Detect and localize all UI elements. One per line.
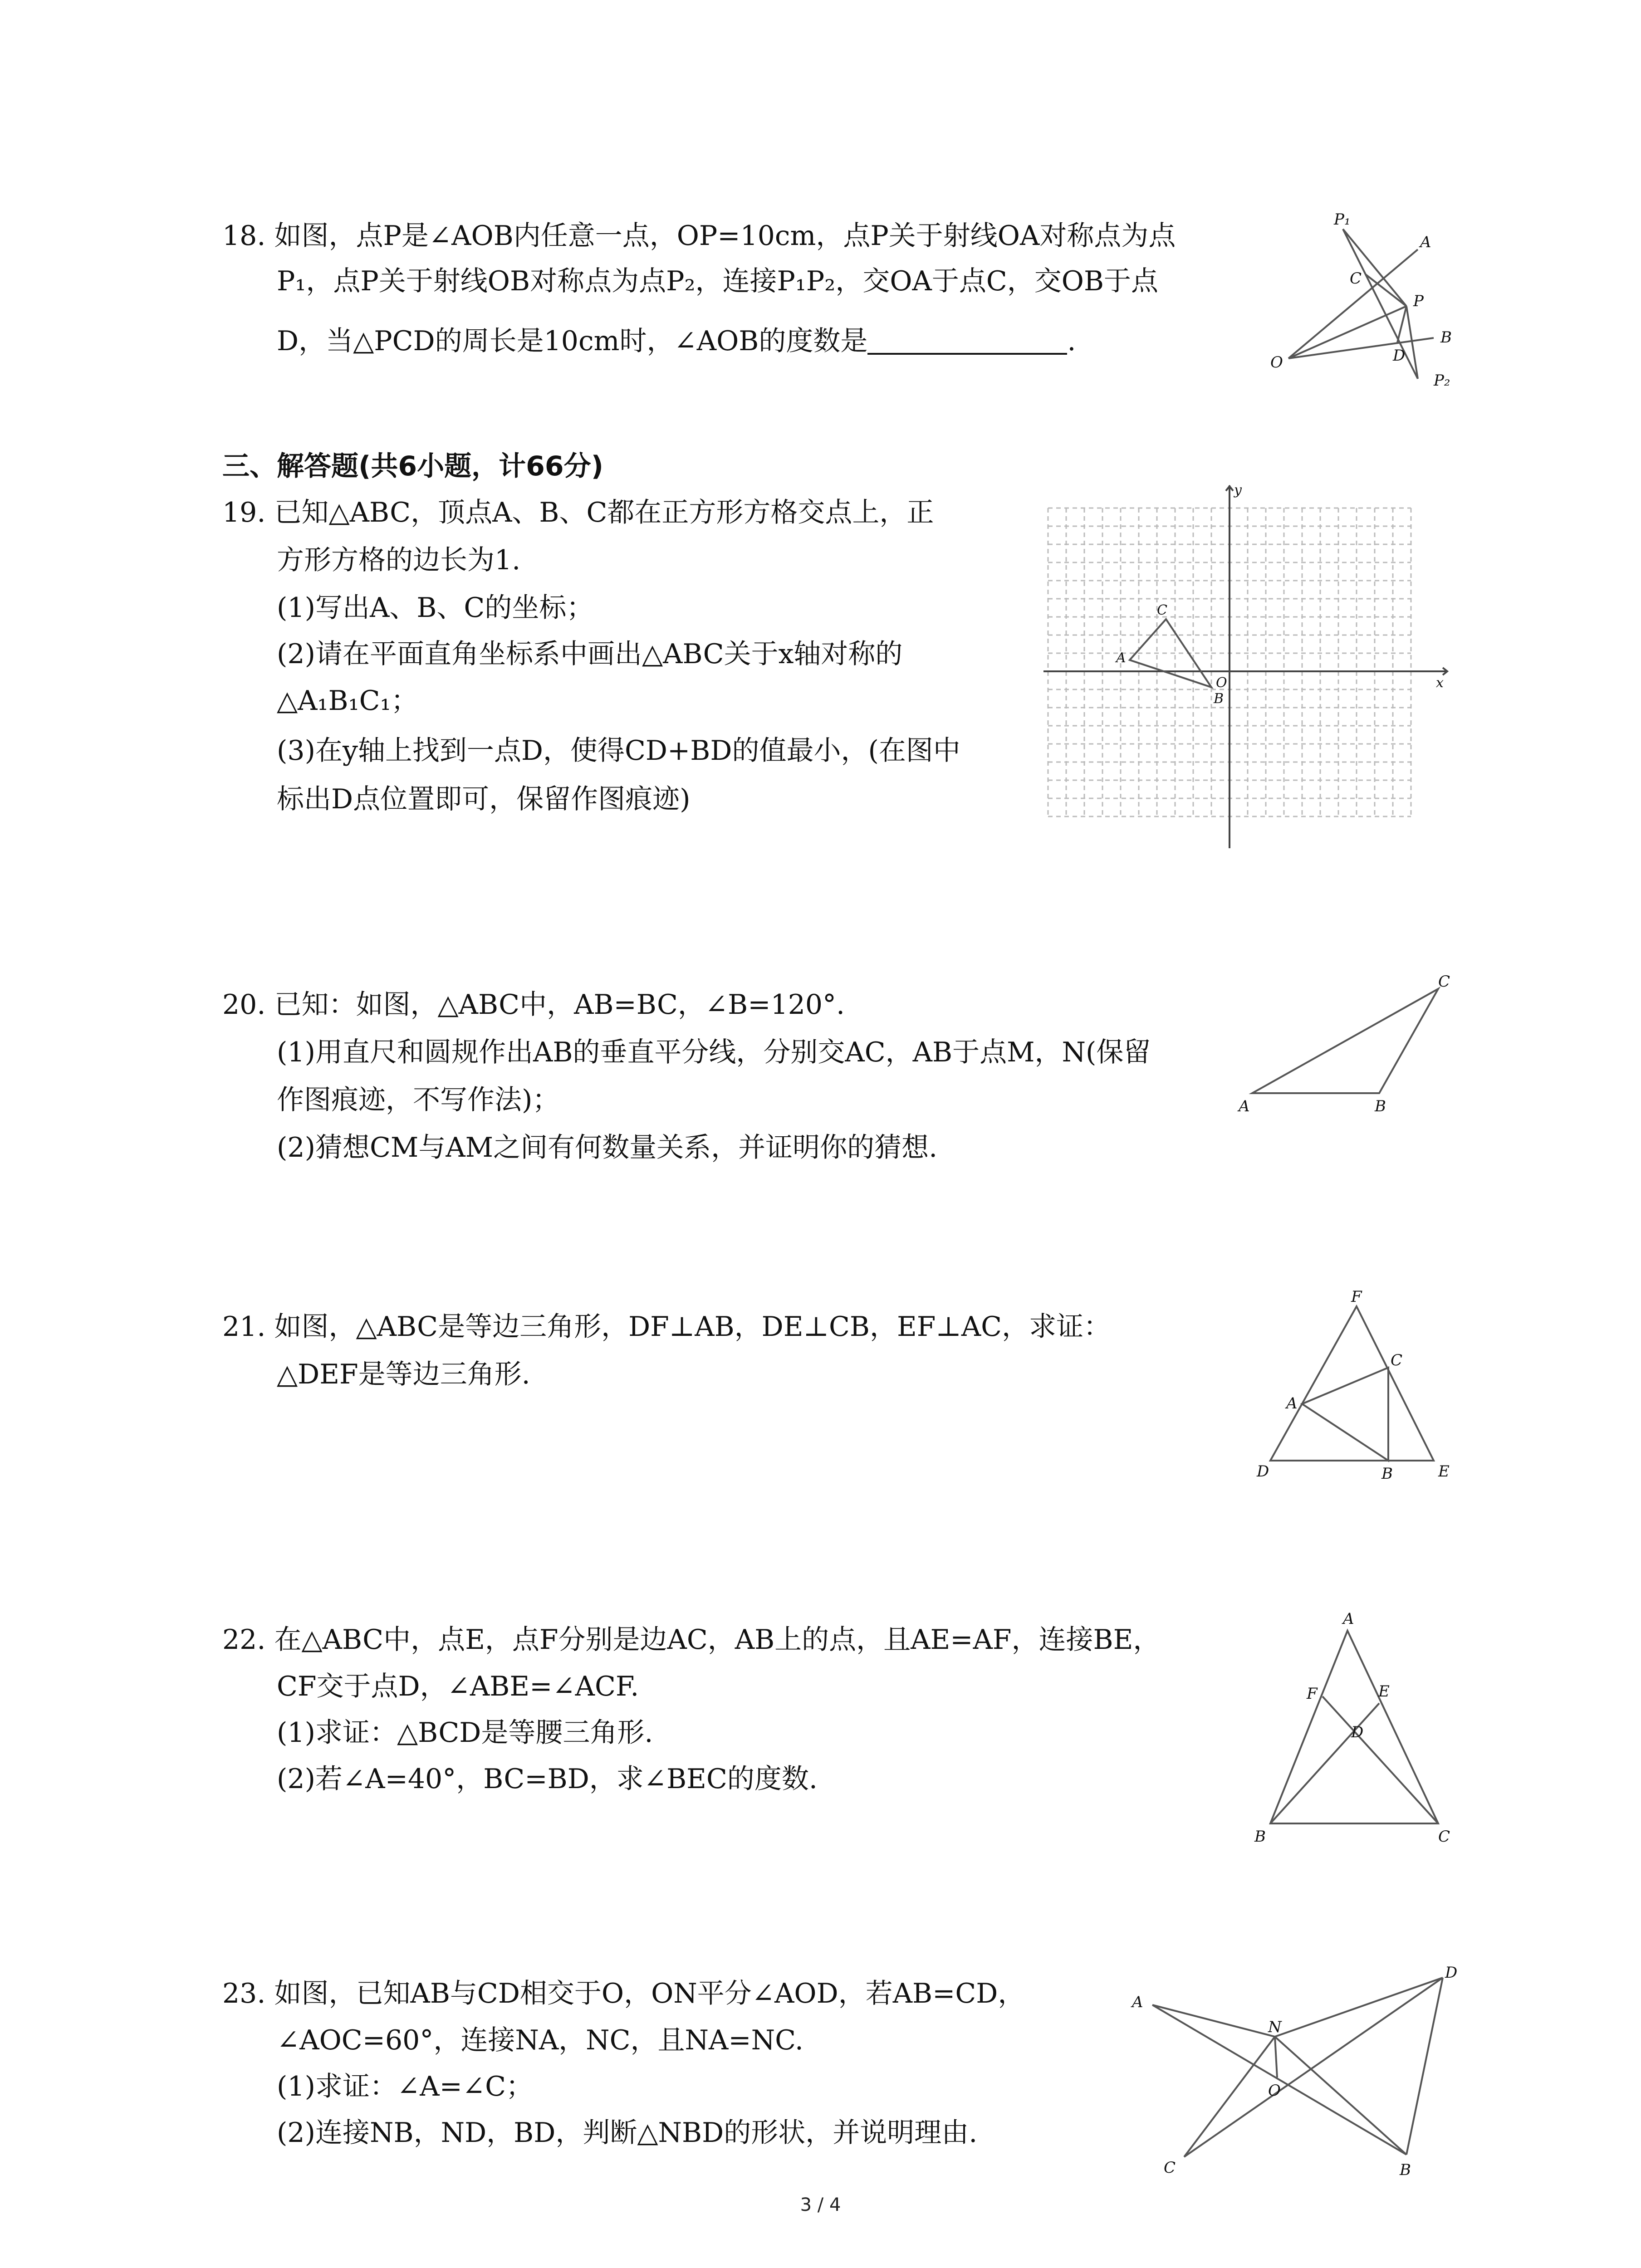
q19-line-7: 标出D点位置即可，保留作图痕迹) [277, 783, 691, 815]
segment-nb [1275, 2037, 1406, 2155]
q22-line-3: (1)求证：△BCD是等腰三角形. [277, 1717, 653, 1749]
q22-line-2: CF交于点D，∠ABE=∠ACF. [277, 1671, 639, 1702]
label-a: A [1420, 233, 1431, 251]
label-y: y [1234, 482, 1242, 498]
segment-nc [1184, 2037, 1275, 2157]
label-p1: P₁ [1334, 210, 1351, 229]
label-b: B [1400, 2161, 1411, 2179]
label-o: O [1268, 2082, 1281, 2100]
label-b: B [1381, 1465, 1393, 1483]
label-d: D [1257, 1462, 1269, 1481]
label-c: C [1438, 1828, 1450, 1846]
page-number: 3 / 4 [800, 2195, 841, 2215]
segment-be [1270, 1703, 1379, 1823]
label-f: F [1307, 1685, 1318, 1703]
label-c: C [1391, 1351, 1403, 1369]
segment-on [1275, 2037, 1277, 2077]
label-d: D [1445, 1964, 1458, 1982]
q19-line-3: (1)写出A、B、C的坐标； [277, 592, 594, 624]
segment-pc [1366, 274, 1406, 306]
label-b: B [1440, 328, 1452, 347]
q21-figure [1234, 1288, 1452, 1488]
label-a: A [1343, 1610, 1354, 1628]
label-b: B [1214, 691, 1224, 707]
label-n: N [1268, 2018, 1282, 2036]
q19-line-2: 方形方格的边长为1. [277, 544, 521, 576]
label-c: C [1164, 2159, 1176, 2177]
q19-line-4: (2)请在平面直角坐标系中画出△ABC关于x轴对称的 [277, 638, 903, 670]
q19-line-6: (3)在y轴上找到一点D，使得CD+BD的值最小，(在图中 [277, 735, 960, 767]
q18-figure [1261, 204, 1470, 395]
triangle-abc [1252, 989, 1438, 1093]
segment-pd [1397, 306, 1406, 342]
q23-line-3: (1)求证：∠A=∠C； [277, 2071, 534, 2102]
q18-line-2: P₁，点P关于射线OB对称点为点P₂，连接P₁P₂，交OA于点C，交OB于点 [277, 265, 1159, 297]
label-p: P [1413, 292, 1424, 310]
label-x: x [1436, 675, 1444, 691]
label-c: C [1157, 602, 1167, 618]
label-a: A [1239, 1097, 1250, 1115]
label-c: C [1350, 269, 1362, 288]
label-a: A [1116, 650, 1126, 666]
label-e: E [1378, 1682, 1390, 1701]
q19-line-5: △A₁B₁C₁； [277, 685, 418, 717]
q20-figure [1234, 975, 1452, 1120]
label-b: B [1375, 1097, 1386, 1115]
q19-line-1: 19. 已知△ABC，顶点A、B、C都在正方形方格交点上，正 [222, 497, 934, 528]
label-e: E [1438, 1462, 1450, 1481]
q18-line-1: 18. 如图，点P是∠AOB内任意一点，OP=10cm，点P关于射线OA对称点为点 [222, 220, 1176, 252]
q18-line-3 [277, 327, 1076, 355]
segment-cd [1184, 1978, 1443, 2157]
q21-line-2: △DEF是等边三角形. [277, 1359, 530, 1390]
q22-line-4: (2)若∠A=40°，BC=BD，求∠BEC的度数. [277, 1763, 818, 1795]
q22-line-1: 22. 在△ABC中，点E，点F分别是边AC，AB上的点，且AE=AF，连接BE， [222, 1624, 1161, 1656]
q20-line-1: 20. 已知：如图，△ABC中，AB=BC，∠B=120°. [222, 989, 845, 1021]
q23-line-2: ∠AOC=60°，连接NA，NC，且NA=NC. [277, 2024, 804, 2056]
q18-line-3-text: D，当△PCD的周长是10cm时，∠AOB的度数是 [277, 325, 868, 357]
q23-figure [1125, 1955, 1470, 2182]
q21-line-1: 21. 如图，△ABC是等边三角形，DF⊥AB，DE⊥CB，EF⊥AC，求证： [222, 1311, 1111, 1343]
label-d: D [1351, 1723, 1364, 1741]
segment-bd [1406, 1978, 1443, 2155]
answer-blank [867, 327, 1067, 355]
segment-cf [1323, 1696, 1438, 1823]
label-a: A [1132, 1993, 1143, 2011]
q20-line-4: (2)猜想CM与AM之间有何数量关系，并证明你的猜想. [277, 1132, 938, 1163]
label-p2: P₂ [1434, 371, 1450, 390]
section-title: 三、解答题(共6小题，计66分) [222, 450, 604, 482]
label-a: A [1286, 1394, 1298, 1413]
label-f: F [1351, 1288, 1362, 1306]
q23-line-1: 23. 如图，已知AB与CD相交于O，ON平分∠AOD，若AB=CD， [222, 1978, 1025, 2009]
label-d: D [1393, 347, 1406, 365]
label-b: B [1254, 1828, 1266, 1846]
q20-line-3: 作图痕迹，不写作法)； [277, 1084, 560, 1116]
q20-line-2: (1)用直尺和圆规作出AB的垂直平分线，分别交AC，AB于点M，N(保留 [277, 1036, 1151, 1068]
label-o: O [1216, 675, 1227, 691]
q22-figure [1234, 1601, 1452, 1855]
segment-na [1152, 2005, 1275, 2037]
q19-grid-figure [1043, 482, 1452, 862]
segment-nd [1275, 1978, 1443, 2037]
label-c: C [1438, 973, 1450, 991]
q18-period: . [1067, 325, 1076, 357]
label-o: O [1270, 353, 1283, 371]
q23-line-4: (2)连接NB，ND，BD，判断△NBD的形状，并说明理由. [277, 2117, 978, 2149]
